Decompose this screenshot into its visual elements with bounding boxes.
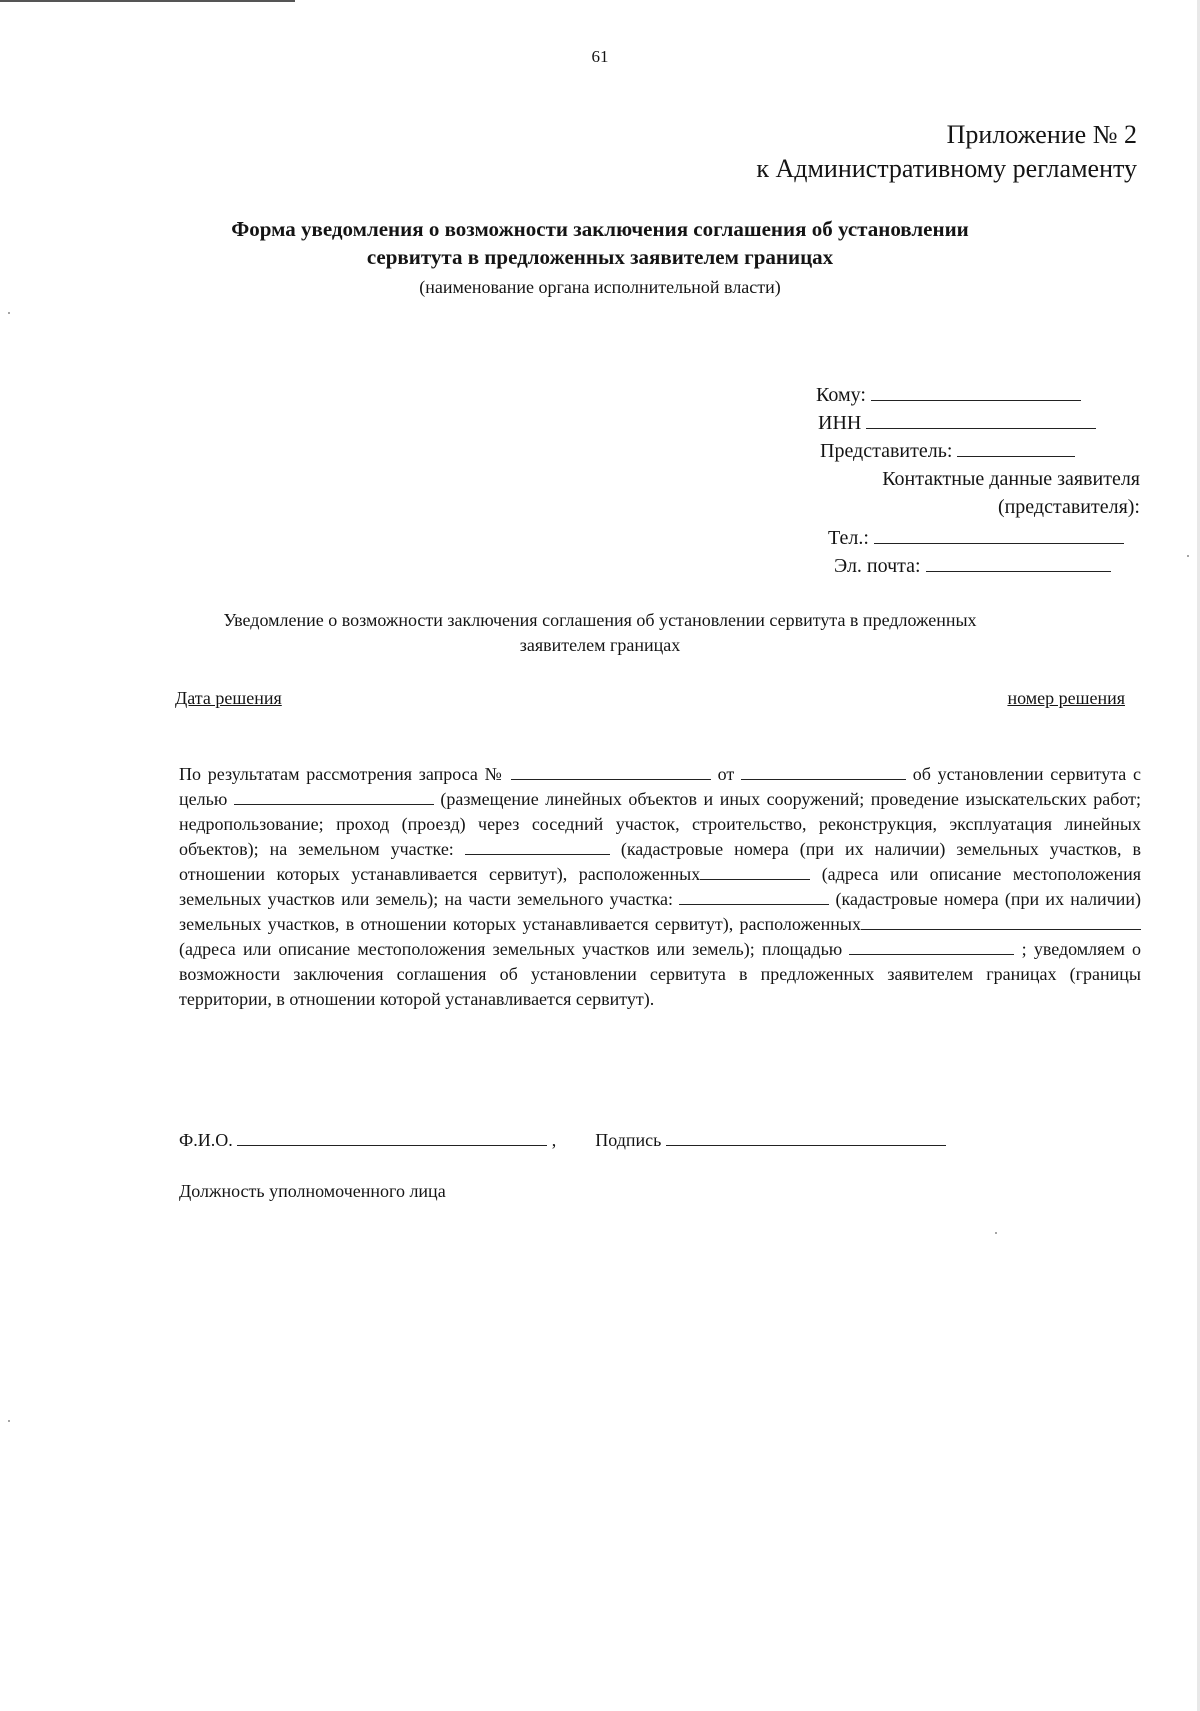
contacts-label: Контактные данные заявителя bbox=[882, 468, 1140, 490]
body-text: ; уведомляем о возможности заключения соглашения об установлении сервитута в предложенных заявителем границах (границы территории, в отношении которой устанавливается сервитут). bbox=[179, 939, 1142, 1009]
signature-field[interactable] bbox=[666, 1127, 946, 1146]
email-label: Эл. почта: bbox=[834, 555, 921, 577]
appendix-subtitle: к Административному регламенту bbox=[756, 154, 1137, 183]
decision-number-label: номер решения bbox=[1007, 688, 1125, 708]
notice-title-line: заявителем границах bbox=[519, 635, 681, 655]
representative-field[interactable] bbox=[957, 438, 1075, 457]
form-title-line: Форма уведомления о возможности заключения соглашения об установлении bbox=[231, 217, 969, 241]
body-text: от bbox=[717, 764, 735, 784]
position-label: Должность уполномоченного лица bbox=[179, 1181, 446, 1201]
notice-body bbox=[179, 762, 1141, 1012]
part-location-field[interactable] bbox=[861, 913, 1141, 930]
request-number-field[interactable] bbox=[511, 763, 711, 780]
appendix-header bbox=[756, 118, 1137, 186]
scan-artifact-dot bbox=[995, 1232, 997, 1234]
body-text: (размещение линейных объектов и иных сооружений; проведение изыскательских работ; недропользование; проход (проезд) через соседний участок, строительство, реконструкция, эксплуатация линейных объектов); на земельном участке: bbox=[179, 789, 1142, 859]
email-field[interactable] bbox=[926, 553, 1111, 572]
notice-title bbox=[0, 608, 1200, 658]
form-title bbox=[0, 215, 1200, 271]
body-text: (кадастровые номера (при их наличии) земельных участков, в отношении которых устанавливается сервитут), расположенных bbox=[179, 889, 1141, 934]
scan-artifact-dot bbox=[8, 1420, 10, 1422]
decision-date-label: Дата решения bbox=[175, 688, 282, 708]
body-text: об установлении сервитута с целью bbox=[179, 764, 1142, 809]
inn-field[interactable] bbox=[866, 410, 1096, 429]
part-cadastral-number-field[interactable] bbox=[679, 888, 829, 905]
addressee-to bbox=[816, 381, 1081, 409]
notice-title-line: Уведомление о возможности заключения соглашения об установлении сервитута в предложенных bbox=[223, 610, 977, 630]
inn-label: ИНН bbox=[818, 412, 862, 434]
comma: , bbox=[551, 1130, 557, 1150]
body-text: (кадастровые номера (при их наличии) земельных участков, в отношении которых устанавливается сервитут), расположенных bbox=[179, 839, 1142, 884]
addressee-contacts bbox=[882, 465, 1140, 521]
to-label: Кому: bbox=[816, 384, 866, 406]
representative-label: Представитель: bbox=[820, 440, 953, 462]
signature-row bbox=[179, 1127, 946, 1151]
scan-artifact-dot bbox=[1187, 555, 1189, 557]
area-field[interactable] bbox=[849, 938, 1014, 955]
location-field[interactable] bbox=[700, 863, 810, 880]
to-field[interactable] bbox=[871, 382, 1081, 401]
phone-label: Тел.: bbox=[828, 527, 869, 549]
page-number: 61 bbox=[591, 47, 609, 66]
request-date-field[interactable] bbox=[741, 763, 906, 780]
addressee-representative bbox=[820, 437, 1075, 465]
addressee-inn bbox=[818, 409, 1096, 437]
body-text: (адреса или описание местоположения земельных участков или земель); площадью bbox=[179, 939, 843, 959]
cadastral-number-field[interactable] bbox=[465, 838, 610, 855]
addressee-phone bbox=[828, 524, 1124, 552]
phone-field[interactable] bbox=[874, 525, 1124, 544]
appendix-title: Приложение № 2 bbox=[946, 120, 1137, 149]
sign-label: Подпись bbox=[595, 1130, 662, 1150]
contacts-label-2: (представителя): bbox=[997, 496, 1140, 518]
body-text: (адреса или описание местоположения земельных участков или земель); на части земельного участка: bbox=[179, 864, 1141, 909]
organ-caption: (наименование органа исполнительной власти) bbox=[419, 277, 781, 297]
body-text: По результатам рассмотрения запроса № bbox=[179, 764, 505, 784]
fio-field[interactable] bbox=[237, 1127, 547, 1146]
form-title-line: сервитута в предложенных заявителем границах bbox=[366, 245, 834, 269]
scan-artifact-line bbox=[0, 0, 295, 2]
scan-artifact-dot bbox=[8, 312, 10, 314]
addressee-email bbox=[834, 552, 1111, 580]
purpose-field[interactable] bbox=[234, 788, 434, 805]
fio-label: Ф.И.О. bbox=[179, 1130, 233, 1150]
